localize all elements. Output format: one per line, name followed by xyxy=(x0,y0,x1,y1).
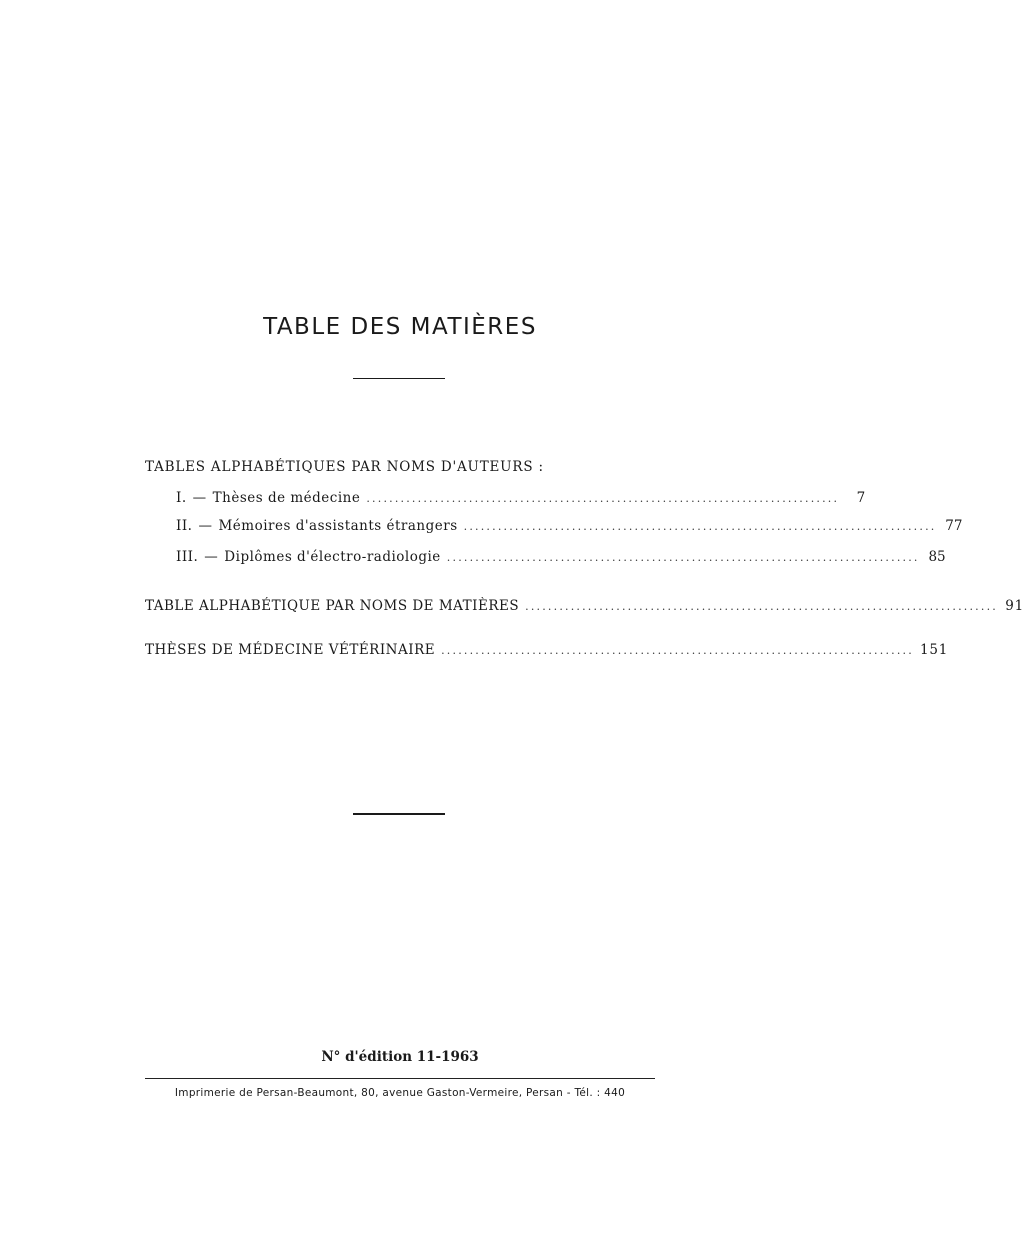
toc-entry-main xyxy=(145,598,1024,614)
dot-leader: ................................................................................... xyxy=(525,600,998,613)
entry-dash: — xyxy=(192,490,207,506)
entry-page: 7 xyxy=(856,490,866,506)
dot-leader: ................................................................................... xyxy=(463,520,937,533)
entry-page: 85 xyxy=(928,549,946,565)
entry-label: Thèses de médecine xyxy=(212,490,361,506)
entry-label: Diplômes d'électro-radiologie xyxy=(224,549,441,565)
page-title: TABLE DES MATIÈRES xyxy=(263,314,537,340)
entry-label: Mémoires d'assistants étrangers xyxy=(218,518,458,534)
entry-numeral: II. xyxy=(176,518,193,534)
toc-entry-sub xyxy=(176,490,866,506)
entry-dash: — xyxy=(204,549,219,565)
edition-number: N° d'édition 11-1963 xyxy=(321,1049,479,1065)
entry-dash: — xyxy=(198,518,213,534)
dot-leader: ................................................................................... xyxy=(441,644,914,657)
section-heading: TABLES ALPHABÉTIQUES PAR NOMS D'AUTEURS : xyxy=(145,459,544,475)
title-divider xyxy=(353,378,445,379)
entry-page: 91 xyxy=(1005,598,1024,614)
entry-label: TABLE ALPHABÉTIQUE PAR NOMS DE MATIÈRES xyxy=(145,598,520,614)
closing-divider xyxy=(353,813,445,815)
dot-leader: ................................................................................... xyxy=(446,551,920,564)
toc-entry-main xyxy=(145,642,949,658)
dot-leader: ................................................................................... xyxy=(366,492,840,505)
entry-numeral: I. xyxy=(176,490,187,506)
entry-page: 151 xyxy=(919,642,949,658)
entry-numeral: III. xyxy=(176,549,199,565)
footer-divider xyxy=(145,1078,655,1079)
printer-imprint: Imprimerie de Persan-Beaumont, 80, avenue Gaston-Vermeire, Persan - Tél. : 440 xyxy=(174,1087,626,1099)
entry-label: THÈSES DE MÉDECINE VÉTÉRINAIRE xyxy=(145,642,436,658)
toc-entry-sub xyxy=(176,518,963,534)
entry-page: 77 xyxy=(945,518,963,534)
toc-entry-sub xyxy=(176,549,946,565)
